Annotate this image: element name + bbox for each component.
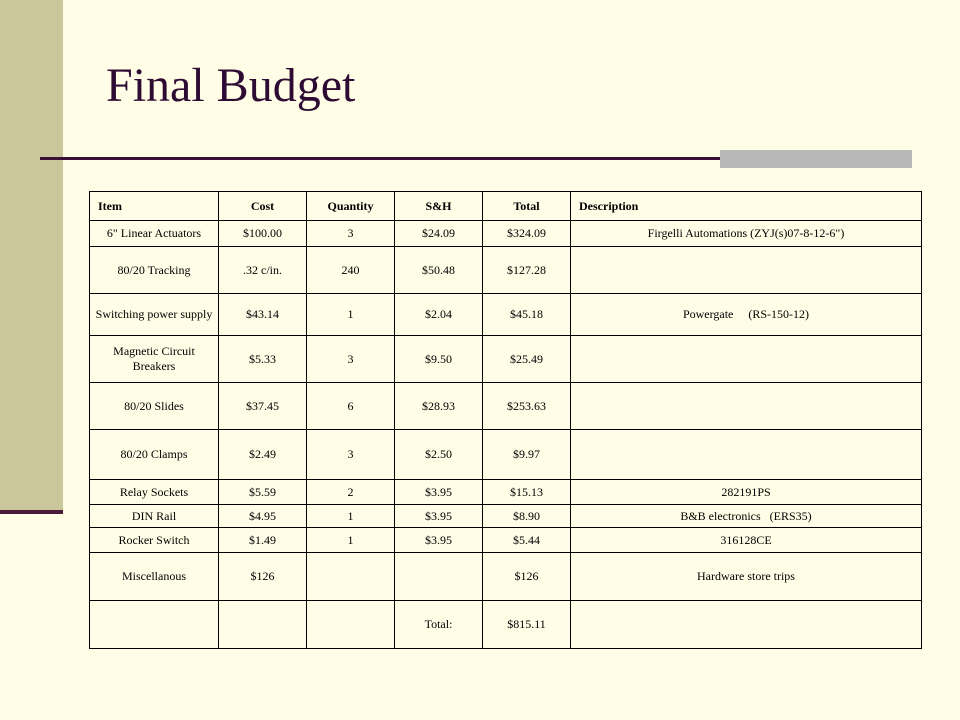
cell-sh: $3.95 xyxy=(395,505,483,528)
cell-cost: $5.33 xyxy=(219,336,307,383)
cell-quantity: 2 xyxy=(307,480,395,505)
cell-item xyxy=(90,601,219,649)
cell-total: $45.18 xyxy=(483,294,571,336)
cell-cost: $1.49 xyxy=(219,528,307,553)
table-row xyxy=(90,553,922,601)
cell-cost: $37.45 xyxy=(219,383,307,430)
cell-item: DIN Rail xyxy=(90,505,219,528)
cell-cost: .32 c/in. xyxy=(219,247,307,294)
cell-description: Firgelli Automations (ZYJ(s)07-8-12-6") xyxy=(571,221,922,247)
table-row xyxy=(90,505,922,528)
cell-sh: $50.48 xyxy=(395,247,483,294)
cell-total: $8.90 xyxy=(483,505,571,528)
table-row xyxy=(90,430,922,480)
decorative-side-bar xyxy=(0,0,63,510)
cell-grand-total: $815.11 xyxy=(483,601,571,649)
cell-total-label: Total: xyxy=(395,601,483,649)
cell-item: Miscellanous xyxy=(90,553,219,601)
cell-sh: $28.93 xyxy=(395,383,483,430)
cell-total: $25.49 xyxy=(483,336,571,383)
cell-quantity: 3 xyxy=(307,430,395,480)
cell-item: Relay Sockets xyxy=(90,480,219,505)
budget-table xyxy=(89,191,922,649)
cell-description xyxy=(571,336,922,383)
cell-total: $127.28 xyxy=(483,247,571,294)
cell-item: 80/20 Tracking xyxy=(90,247,219,294)
cell-cost: $126 xyxy=(219,553,307,601)
cell-item: Switching power supply xyxy=(90,294,219,336)
cell-item: 6" Linear Actuators xyxy=(90,221,219,247)
table-row xyxy=(90,480,922,505)
cell-quantity xyxy=(307,601,395,649)
cell-quantity: 3 xyxy=(307,221,395,247)
cell-quantity: 1 xyxy=(307,294,395,336)
cell-description: Hardware store trips xyxy=(571,553,922,601)
cell-description xyxy=(571,247,922,294)
cell-sh: $9.50 xyxy=(395,336,483,383)
cell-description: B&B electronics (ERS35) xyxy=(571,505,922,528)
cell-sh: $24.09 xyxy=(395,221,483,247)
cell-cost: $100.00 xyxy=(219,221,307,247)
slide-title: Final Budget xyxy=(106,59,356,112)
table-row xyxy=(90,247,922,294)
cell-sh: $2.04 xyxy=(395,294,483,336)
cell-description: Powergate (RS-150-12) xyxy=(571,294,922,336)
header-cost: Cost xyxy=(219,192,307,221)
cell-item: 80/20 Slides xyxy=(90,383,219,430)
cell-quantity: 6 xyxy=(307,383,395,430)
cell-cost xyxy=(219,601,307,649)
cell-item: Rocker Switch xyxy=(90,528,219,553)
cell-description xyxy=(571,383,922,430)
cell-cost: $43.14 xyxy=(219,294,307,336)
cell-cost: $2.49 xyxy=(219,430,307,480)
cell-item: Magnetic Circuit Breakers xyxy=(90,336,219,383)
header-item: Item xyxy=(90,192,219,221)
side-bar-underline xyxy=(0,510,63,514)
cell-sh: $3.95 xyxy=(395,480,483,505)
cell-item: 80/20 Clamps xyxy=(90,430,219,480)
cell-total: $253.63 xyxy=(483,383,571,430)
cell-total: $5.44 xyxy=(483,528,571,553)
header-total: Total xyxy=(483,192,571,221)
cell-description xyxy=(571,601,922,649)
cell-description: 282191PS xyxy=(571,480,922,505)
cell-description: 316128CE xyxy=(571,528,922,553)
title-accent-block xyxy=(720,150,912,168)
table-row xyxy=(90,294,922,336)
cell-total: $15.13 xyxy=(483,480,571,505)
cell-quantity: 1 xyxy=(307,505,395,528)
cell-cost: $4.95 xyxy=(219,505,307,528)
cell-description xyxy=(571,430,922,480)
cell-total: $126 xyxy=(483,553,571,601)
table-header-row xyxy=(90,192,922,221)
cell-sh: $2.50 xyxy=(395,430,483,480)
header-quantity: Quantity xyxy=(307,192,395,221)
cell-quantity: 3 xyxy=(307,336,395,383)
header-description: Description xyxy=(571,192,922,221)
cell-sh: $3.95 xyxy=(395,528,483,553)
header-sh: S&H xyxy=(395,192,483,221)
cell-cost: $5.59 xyxy=(219,480,307,505)
cell-total: $324.09 xyxy=(483,221,571,247)
cell-quantity: 1 xyxy=(307,528,395,553)
cell-sh xyxy=(395,553,483,601)
cell-quantity: 240 xyxy=(307,247,395,294)
table-row xyxy=(90,221,922,247)
table-row xyxy=(90,336,922,383)
cell-total: $9.97 xyxy=(483,430,571,480)
table-total-row xyxy=(90,601,922,649)
cell-quantity xyxy=(307,553,395,601)
table-row xyxy=(90,383,922,430)
table-row xyxy=(90,528,922,553)
